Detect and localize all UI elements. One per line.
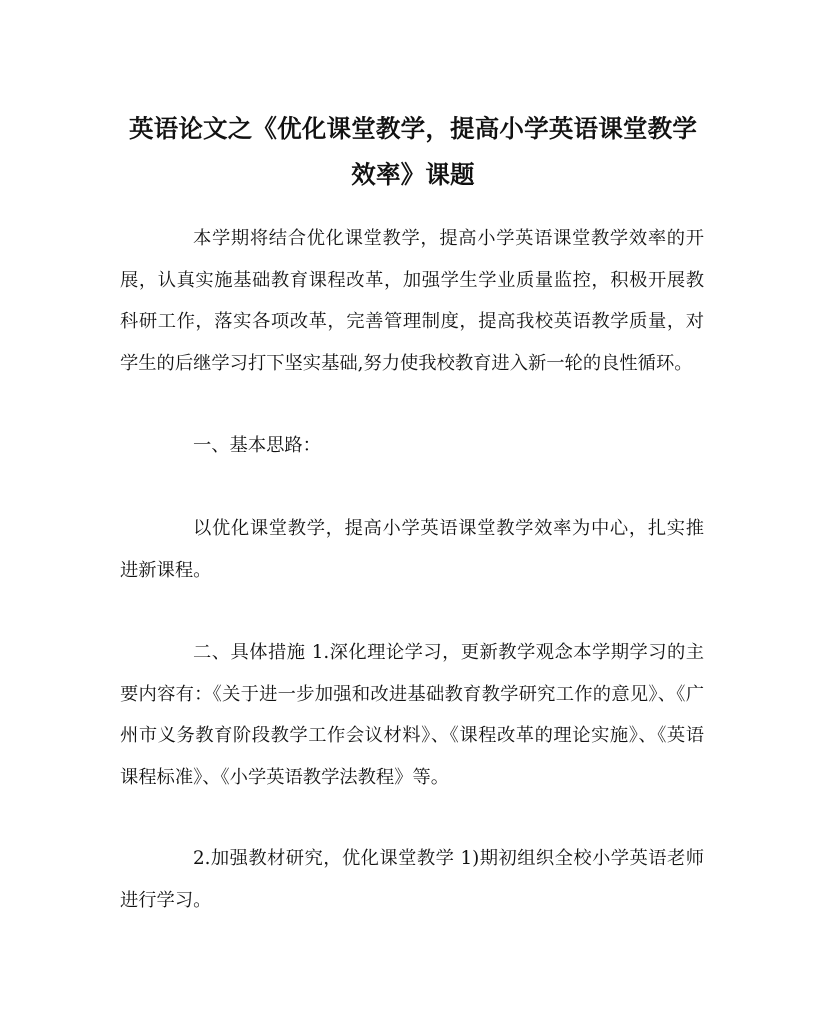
- section-heading-basic-ideas: 一、基本思路：: [193, 435, 321, 456]
- paragraph-textbook-research: 2.加强教材研究，优化课堂教学 1)期初组织全校小学英语老师进行学习。: [120, 848, 704, 911]
- document-title: 英语论文之《优化课堂教学，提高小学英语课堂教学效率》课题: [128, 114, 698, 189]
- paragraph-intro: 本学期将结合优化课堂教学，提高小学英语课堂教学效率的开展，认真实施基础教育课程改革，加强学生学业质量监控，积极开展教科研工作，落实各项改革，完善管理制度，提高我校英语教学质量，对学生的后继学习打下坚实基础,努力使我校教育进入新一轮的良性循环。: [120, 228, 704, 374]
- paragraph-specific-measures: 二、具体措施 1.深化理论学习，更新教学观念本学期学习的主要内容有：《关于进一步加强和改进基础教育教学研究工作的意见》、《广州市义务教育阶段教学工作会议材料》、《课程改革的理论实施》、《英语课程标准》、《小学英语教学法教程》等。: [120, 642, 704, 788]
- paragraph-basic-ideas: 以优化课堂教学，提高小学英语课堂教学效率为中心，扎实推进新课程。: [120, 518, 704, 581]
